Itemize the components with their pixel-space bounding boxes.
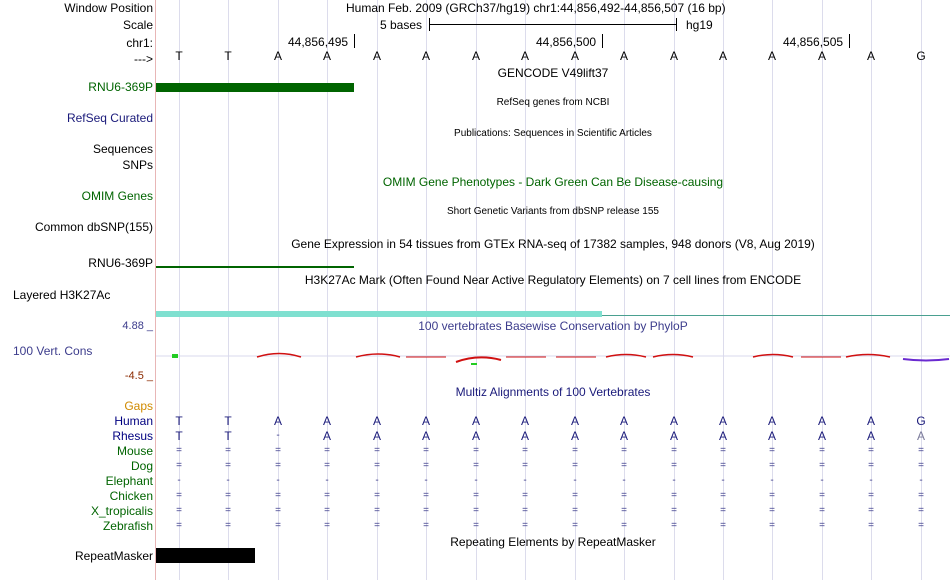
cons-mark <box>456 357 501 362</box>
alignment-cell: A <box>273 414 282 428</box>
alignment-cell: = <box>819 445 825 456</box>
base-letter: A <box>421 49 430 63</box>
alignment-cell: - <box>276 475 280 486</box>
cons-min-label: -4.5 _ <box>124 370 153 382</box>
alignment-cell: = <box>720 490 726 501</box>
alignment-cell: = <box>176 505 182 516</box>
alignment-cell: A <box>570 414 579 428</box>
ruler-tick-label: 44,856,505 <box>783 35 844 49</box>
cons-mark <box>471 363 477 365</box>
alignment-cell: = <box>423 445 429 456</box>
alignment-cell: = <box>324 505 330 516</box>
alignment-cell: = <box>918 490 924 501</box>
alignment-cell: A <box>817 429 826 443</box>
alignment-cell: = <box>769 445 775 456</box>
base-letter: A <box>471 49 480 63</box>
cons-track-label[interactable]: 100 Vert. Cons <box>13 344 93 358</box>
alignment-cell: T <box>224 414 232 428</box>
alignment-cell: A <box>916 429 925 443</box>
gencode-gene-block[interactable] <box>156 83 354 92</box>
gtex-track-title: Gene Expression in 54 tissues from GTEx RNA-seq of 17382 samples, 948 donors (V8, Aug 2019) <box>291 237 815 251</box>
dbsnp-track-title: Short Genetic Variants from dbSNP release 155 <box>447 206 659 217</box>
alignment-cell: = <box>572 460 578 471</box>
alignment-cell: = <box>473 505 479 516</box>
alignment-cell: = <box>324 520 330 531</box>
alignment-cell: = <box>671 520 677 531</box>
alignment-cell: = <box>572 520 578 531</box>
base-letter: G <box>916 49 926 63</box>
alignment-cell: = <box>671 460 677 471</box>
alignment-cell: A <box>520 414 529 428</box>
browser-track-area[interactable] <box>156 0 950 580</box>
conservation-plot[interactable] <box>156 340 950 370</box>
alignment-cell: = <box>572 490 578 501</box>
alignment-cell: = <box>275 505 281 516</box>
alignment-cell: = <box>473 445 479 456</box>
alignment-cell: = <box>176 460 182 471</box>
gtex-track-label[interactable]: RNU6-369P <box>88 256 153 270</box>
alignment-cell: = <box>423 490 429 501</box>
alignment-cell: = <box>473 520 479 531</box>
alignment-cell: A <box>421 414 430 428</box>
alignment-cell: A <box>718 414 727 428</box>
alignment-cell: T <box>175 429 183 443</box>
base-letter: A <box>322 49 331 63</box>
dbsnp-track-label[interactable]: Common dbSNP(155) <box>34 220 153 234</box>
h3k27ac-track-title: H3K27Ac Mark (Often Found Near Active Regulatory Elements) on 7 cell lines from ENCODE <box>304 273 802 287</box>
base-letter: A <box>767 49 776 63</box>
base-letter: A <box>817 49 826 63</box>
alignment-cell: = <box>819 490 825 501</box>
omim-track-label[interactable]: OMIM Genes <box>81 189 153 203</box>
alignment-cell: = <box>176 490 182 501</box>
base-letter: T <box>175 49 183 63</box>
scale-bar <box>429 24 677 25</box>
alignment-cell: = <box>275 445 281 456</box>
alignment-cell: = <box>621 520 627 531</box>
alignment-cell: - <box>523 475 527 486</box>
alignment-cell: = <box>621 505 627 516</box>
base-letter: A <box>619 49 628 63</box>
snps-track-label[interactable]: SNPs <box>122 158 153 172</box>
alignment-cell: - <box>622 475 626 486</box>
alignment-cell: G <box>916 414 926 428</box>
alignment-cell: = <box>720 445 726 456</box>
alignment-cell: A <box>767 429 776 443</box>
alignment-cell: A <box>421 429 430 443</box>
omim-track-title: OMIM Gene Phenotypes - Dark Green Can Be Disease-causing <box>382 175 724 189</box>
gencode-track-title: GENCODE V49lift37 <box>497 66 609 80</box>
alignment-cell: A <box>718 429 727 443</box>
alignment-cell: A <box>471 414 480 428</box>
alignment-cell: = <box>819 520 825 531</box>
alignment-cell: T <box>224 429 232 443</box>
species-label[interactable]: Elephant <box>105 474 153 488</box>
gtex-gene-line[interactable] <box>156 266 354 268</box>
gencode-track-label[interactable]: RNU6-369P <box>88 80 153 94</box>
alignment-cell: - <box>573 475 577 486</box>
alignment-cell: = <box>918 520 924 531</box>
alignment-cell: = <box>522 490 528 501</box>
alignment-cell: - <box>721 475 725 486</box>
species-label[interactable]: Rhesus <box>112 429 153 443</box>
alignment-cell: = <box>225 460 231 471</box>
ruler-tick-label: 44,856,500 <box>536 35 597 49</box>
alignment-cell: = <box>374 445 380 456</box>
alignment-cell: = <box>374 520 380 531</box>
cons-mark <box>172 354 178 358</box>
alignment-cell: = <box>473 460 479 471</box>
base-letter: T <box>224 49 232 63</box>
cons-max-label: 4.88 _ <box>122 320 153 332</box>
sequences-track-label[interactable]: Sequences <box>92 142 153 156</box>
alignment-cell: - <box>424 475 428 486</box>
alignment-cell: = <box>918 445 924 456</box>
alignment-cell: = <box>720 505 726 516</box>
alignment-cell: A <box>322 429 331 443</box>
alignment-cell: = <box>868 445 874 456</box>
chr-label: chr1: <box>126 36 153 50</box>
alignment-cell: A <box>372 414 381 428</box>
alignment-cell: = <box>275 460 281 471</box>
alignment-cell: = <box>621 460 627 471</box>
window-position-label: Window Position <box>64 1 153 15</box>
repeatmasker-track-label[interactable]: RepeatMasker <box>74 549 153 563</box>
alignment-cell: = <box>374 460 380 471</box>
base-letter: A <box>866 49 875 63</box>
ruler-tick <box>354 34 355 48</box>
alignment-cell: = <box>374 490 380 501</box>
alignment-cell: = <box>819 505 825 516</box>
alignment-cell: - <box>820 475 824 486</box>
alignment-cell: A <box>520 429 529 443</box>
scale-text: 5 bases <box>380 18 423 32</box>
species-label[interactable]: Human <box>114 414 153 428</box>
alignment-cell: T <box>175 414 183 428</box>
alignment-cell: = <box>769 490 775 501</box>
alignment-cell: - <box>375 475 379 486</box>
phylop-track-title: 100 vertebrates Basewise Conservation by PhyloP <box>418 319 688 333</box>
alignment-cell: = <box>572 445 578 456</box>
base-letter: A <box>570 49 579 63</box>
base-letter: A <box>520 49 529 63</box>
alignment-cell: = <box>275 490 281 501</box>
alignment-cell: = <box>423 460 429 471</box>
alignment-cell: = <box>275 520 281 531</box>
species-label[interactable]: X_tropicalis <box>90 504 153 518</box>
alignment-cell: - <box>474 475 478 486</box>
alignment-cell: = <box>225 490 231 501</box>
base-letter: A <box>273 49 282 63</box>
alignment-cell: - <box>325 475 329 486</box>
alignment-cell: - <box>177 475 181 486</box>
alignment-cell: A <box>322 414 331 428</box>
alignment-cell: = <box>473 490 479 501</box>
alignment-cell: = <box>819 460 825 471</box>
h3k27ac-track-label[interactable]: Layered H3K27Ac <box>13 288 111 302</box>
ruler-tick <box>849 34 850 48</box>
alignment-cell: = <box>621 490 627 501</box>
alignment-cell: = <box>868 460 874 471</box>
alignment-cell: = <box>522 445 528 456</box>
alignment-cell: = <box>918 460 924 471</box>
alignment-cell: - <box>869 475 873 486</box>
alignment-cell: = <box>522 505 528 516</box>
alignment-cell: A <box>866 414 875 428</box>
alignment-cell: = <box>671 505 677 516</box>
h3k27ac-signal-block[interactable] <box>156 311 602 317</box>
alignment-cell: = <box>918 505 924 516</box>
h3k27ac-signal-baseline <box>602 315 950 316</box>
alignment-cell: A <box>570 429 579 443</box>
alignment-cell: = <box>522 460 528 471</box>
alignment-cell: - <box>770 475 774 486</box>
scale-bar-right <box>676 18 677 31</box>
alignment-cell: - <box>672 475 676 486</box>
alignment-cell: - <box>226 475 230 486</box>
alignment-cell: - <box>276 430 280 441</box>
alignment-cell: = <box>720 460 726 471</box>
refseq-track-label[interactable]: RefSeq Curated <box>66 111 153 125</box>
alignment-cell: A <box>669 429 678 443</box>
repeatmasker-track-title: Repeating Elements by RepeatMasker <box>450 535 656 549</box>
alignment-cell: = <box>671 490 677 501</box>
alignment-cell: = <box>769 505 775 516</box>
alignment-cell: = <box>769 520 775 531</box>
alignment-cell: = <box>720 520 726 531</box>
alignment-cell: A <box>372 429 381 443</box>
base-letter: A <box>718 49 727 63</box>
alignment-cell: = <box>423 505 429 516</box>
alignment-cell: = <box>769 460 775 471</box>
alignment-cell: = <box>176 445 182 456</box>
alignment-cell: A <box>619 429 628 443</box>
alignment-cell: A <box>619 414 628 428</box>
alignment-cell: = <box>868 490 874 501</box>
alignment-cell: = <box>671 445 677 456</box>
base-letter: A <box>372 49 381 63</box>
scale-label: Scale <box>122 18 153 32</box>
alignment-cell: = <box>225 520 231 531</box>
alignment-cell: A <box>866 429 875 443</box>
alignment-cell: = <box>225 505 231 516</box>
species-label[interactable]: Mouse <box>116 444 153 458</box>
alignment-cell: = <box>868 520 874 531</box>
alignment-cell: = <box>176 520 182 531</box>
alignment-cell: = <box>324 460 330 471</box>
alignment-cell: = <box>324 490 330 501</box>
position-text: Human Feb. 2009 (GRCh37/hg19) chr1:44,856,492-44,856,507 (16 bp) <box>346 1 726 15</box>
alignment-cell: = <box>522 520 528 531</box>
alignment-cell: A <box>767 414 776 428</box>
publications-track-title: Publications: Sequences in Scientific Articles <box>454 128 652 139</box>
ruler-tick <box>602 34 603 48</box>
cons-mark <box>903 359 949 361</box>
species-label[interactable]: Dog <box>130 459 153 473</box>
alignment-cell: A <box>817 414 826 428</box>
multiz-track-title: Multiz Alignments of 100 Vertebrates <box>455 385 651 399</box>
alignment-cell: - <box>919 475 923 486</box>
gaps-label: Gaps <box>124 399 153 413</box>
alignment-cell: A <box>669 414 678 428</box>
alignment-cell: = <box>225 445 231 456</box>
ruler-tick-label: 44,856,495 <box>288 35 349 49</box>
repeatmasker-block[interactable] <box>156 548 255 563</box>
species-label[interactable]: Zebrafish <box>102 519 153 533</box>
alignment-cell: = <box>621 445 627 456</box>
alignment-cell: = <box>374 505 380 516</box>
alignment-cell: A <box>471 429 480 443</box>
alignment-cell: = <box>324 445 330 456</box>
alignment-cell: = <box>868 505 874 516</box>
species-label[interactable]: Chicken <box>109 489 153 503</box>
alignment-cell: = <box>572 505 578 516</box>
track-labels <box>0 0 155 580</box>
alignment-cell: = <box>423 520 429 531</box>
refseq-track-title: RefSeq genes from NCBI <box>496 97 610 108</box>
base-letter: A <box>669 49 678 63</box>
strand-label: ---> <box>134 52 153 66</box>
assembly-text: hg19 <box>686 18 713 32</box>
